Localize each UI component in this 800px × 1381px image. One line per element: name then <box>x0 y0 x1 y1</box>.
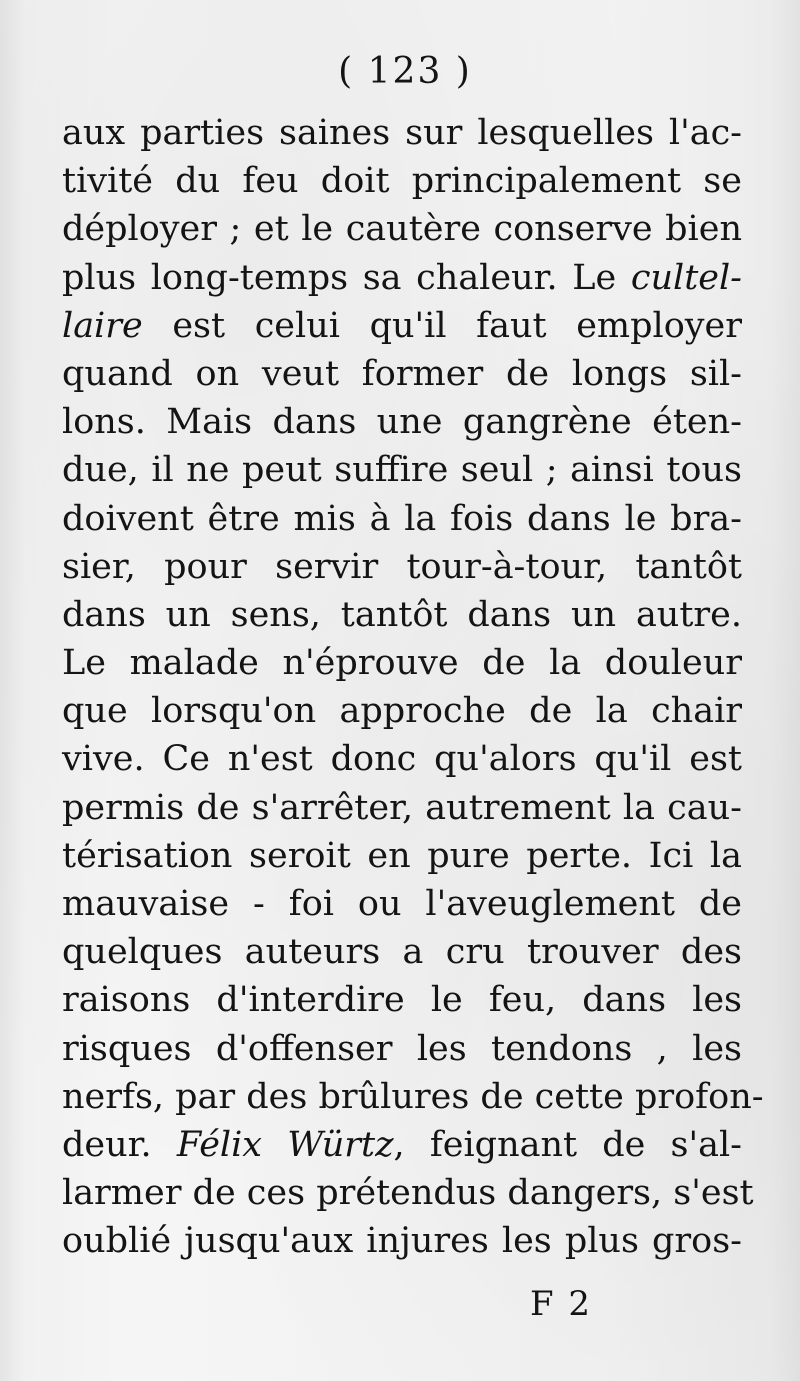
text-line <box>62 302 742 350</box>
text-line: mauvaise - foi ou l'aveuglement de <box>62 884 742 924</box>
text-line <box>62 1121 742 1169</box>
text-line: que lorsqu'on approche de la chair <box>62 691 742 732</box>
text-segment: , feignant de s'al- <box>393 1124 742 1165</box>
italic-term: laire <box>62 305 143 346</box>
text-line: permis de s'arrêter, autrement la cau- <box>62 787 742 828</box>
text-segment: plus long-temps sa chaleur. Le <box>62 257 631 298</box>
body-text <box>62 109 764 1266</box>
text-segment: est celui qu'il faut employer <box>142 305 742 346</box>
text-line: tivité du feu doit principalement se <box>62 161 742 202</box>
text-line <box>62 254 742 302</box>
text-segment: deur. <box>62 1124 177 1165</box>
italic-term: cultel- <box>630 257 742 298</box>
text-line: risques d'offenser les tendons , les <box>62 1028 742 1069</box>
text-line: lons. Mais dans une gangrène éten- <box>62 402 742 443</box>
text-line: vive. Ce n'est donc qu'alors qu'il est <box>62 739 742 780</box>
text-line: déployer ; et le cautère conserve bien <box>62 209 742 250</box>
text-line: larmer de ces prétendus dangers, s'est <box>62 1173 754 1214</box>
signature-mark: F 2 <box>530 1284 593 1324</box>
text-line: nerfs, par des brûlures de cette profon- <box>62 1076 764 1117</box>
text-line: oublié jusqu'aux injures les plus gros- <box>62 1221 742 1262</box>
text-line: doivent être mis à la fois dans le bra- <box>62 498 742 539</box>
text-line: quelques auteurs a cru trouver des <box>62 932 742 973</box>
text-line: aux parties saines sur lesquelles l'ac- <box>62 113 742 153</box>
text-line: térisation seroit en pure perte. Ici la <box>62 835 742 876</box>
text-line: dans un sens, tantôt dans un autre. <box>62 594 742 635</box>
text-line: sier, pour servir tour-à-tour, tantôt <box>62 546 742 587</box>
text-line: raisons d'interdire le feu, dans les <box>62 980 742 1021</box>
text-line: Le malade n'éprouve de la douleur <box>62 643 742 684</box>
page-number: ( 123 ) <box>338 51 472 92</box>
text-line: quand on veut former de longs sil- <box>62 353 742 394</box>
italic-name: Félix Würtz <box>176 1124 394 1165</box>
text-line: due, il ne peut suffire seul ; ainsi tous <box>62 450 742 491</box>
